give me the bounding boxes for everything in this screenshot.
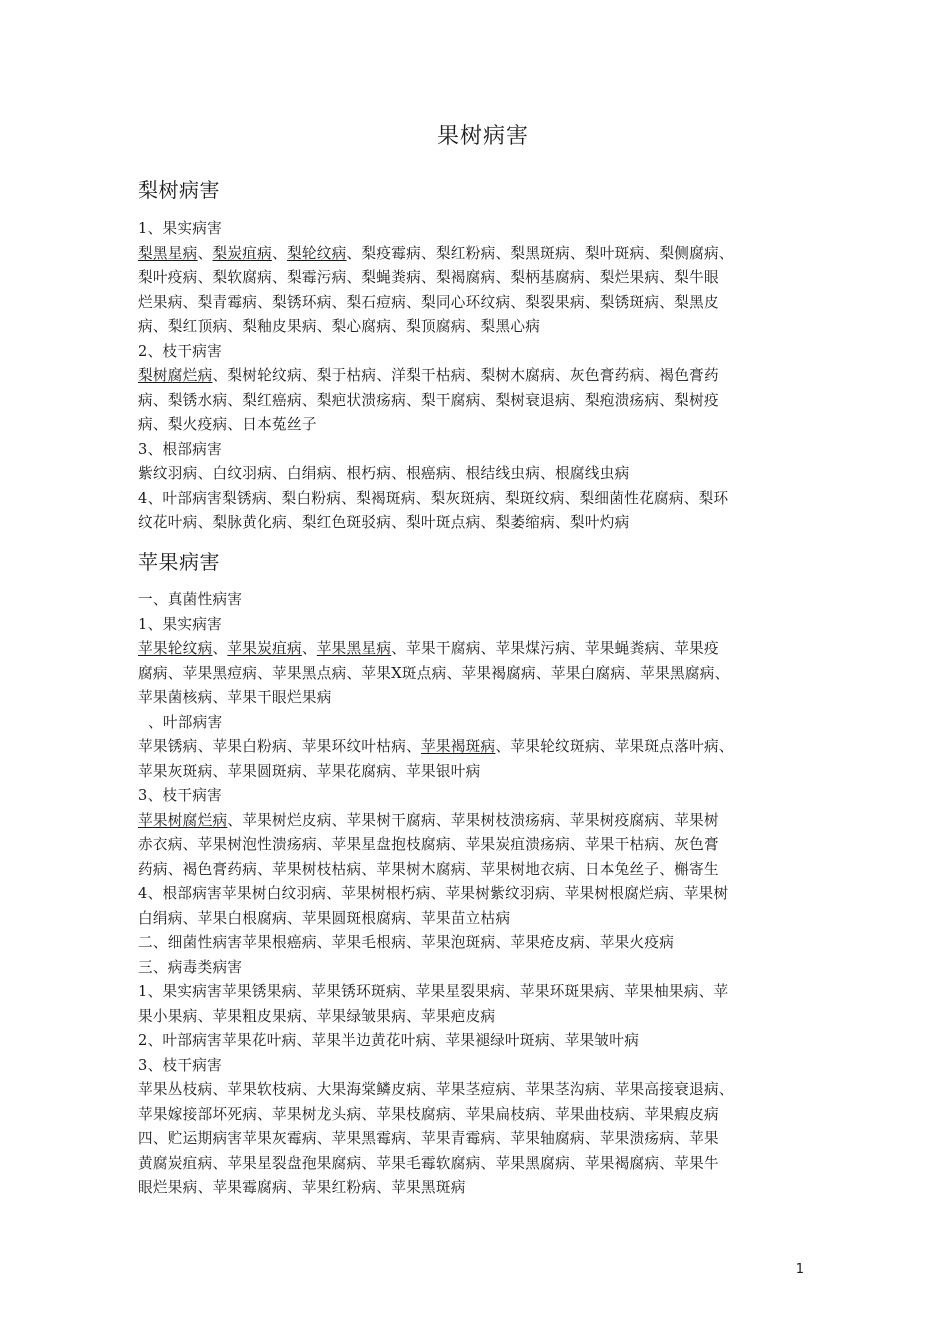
text-line: 苹果嫁接部坏死病、苹果树龙头病、苹果枝腐病、苹果扁枝病、苹果曲枝病、苹果瘕皮病 bbox=[138, 1105, 719, 1123]
page-number: 1 bbox=[795, 1262, 804, 1277]
text-line: 紫纹羽病、白纹羽病、白绢病、根朽病、根癌病、根结线虫病、根腐线虫病 bbox=[138, 465, 630, 482]
underlined-term: 梨树腐烂病 bbox=[138, 367, 213, 384]
underlined-term: 梨轮纹病 bbox=[286, 244, 347, 262]
underlined-term: 苹果黑星病 bbox=[316, 640, 392, 657]
underlined-term: 苹果褐斑病 bbox=[420, 738, 496, 755]
text-line: 一、真菌性病害 bbox=[138, 591, 243, 608]
text-line: 腐病、苹果黑痘病、苹果黑点病、苹果X斑点病、苹果褐腐病、苹果白腐病、苹果黑腐病、 bbox=[138, 664, 730, 682]
text-line: 苹果丛枝病、苹果软枝病、大果海棠鳞皮病、苹果茎痘病、苹果茎沟病、苹果高接衰退病、 bbox=[138, 1081, 734, 1098]
text-line: 三、病毒类病害 bbox=[138, 958, 243, 976]
text-line: 梨黑星病、梨炭疽病、梨轮纹病、梨疫霉病、梨红粉病、梨黑斑病、梨叶斑病、梨侧腐病、 bbox=[138, 244, 734, 262]
text-line: 1、果实病害 bbox=[138, 220, 223, 237]
text-line: 苹果菌核病、苹果干眼烂果病 bbox=[138, 689, 332, 706]
text-line: 梨树腐烂病、梨树轮纹病、梨于枯病、洋梨干枯病、梨树木腐病、灰色膏药病、褐色膏药 bbox=[138, 367, 719, 384]
text-line: 四、贮运期病害苹果灰霉病、苹果黑霉病、苹果青霉病、苹果轴腐病、苹果溃疡病、苹果 bbox=[138, 1130, 719, 1147]
underlined-term: 梨黑星病 bbox=[138, 244, 198, 262]
text-line: 2、叶部病害苹果花叶病、苹果半边黄花叶病、苹果褪绿叶斑病、苹果皱叶病 bbox=[138, 1032, 640, 1049]
text-line: 3、枝干病害 bbox=[138, 787, 223, 804]
text-line: 2、枝干病害 bbox=[138, 342, 223, 360]
text-line: 苹果轮纹病、苹果炭疽病、苹果黑星病、苹果干腐病、苹果煤污病、苹果蝇粪病、苹果疫 bbox=[138, 640, 719, 657]
underlined-term: 梨炭疽病 bbox=[212, 244, 273, 262]
text-line: 赤衣病、苹果树泡性溃疡病、苹果星盘抱枝腐病、苹果炭疽溃疡病、苹果干枯病、灰色膏 bbox=[138, 836, 719, 853]
text-line: 1、果实病害 bbox=[138, 615, 223, 633]
underlined-term: 苹果炭疽病 bbox=[227, 640, 302, 657]
text-line: 苹果灰斑病、苹果圆斑病、苹果花腐病、苹果银叶病 bbox=[138, 762, 481, 780]
text-line: 药病、褐色膏药病、苹果树枝枯病、苹果树木腐病、苹果树地衣病、日本兔丝子、槲寄生 bbox=[138, 860, 719, 878]
underlined-term: 苹果轮纹病 bbox=[138, 640, 213, 657]
page-title: 果树病害 bbox=[436, 124, 529, 149]
text-line: 眼烂果病、苹果霉腐病、苹果红粉病、苹果黑斑病 bbox=[138, 1179, 466, 1196]
text-line: 3、根部病害 bbox=[138, 440, 223, 458]
text-line: 纹花叶病、梨脉黄化病、梨红色斑驳病、梨叶斑点病、梨萎缩病、梨叶灼病 bbox=[138, 514, 630, 531]
text-line: 病、梨火疫病、日本菟丝子 bbox=[138, 416, 317, 433]
text-line: 4、叶部病害梨锈病、梨白粉病、梨褐斑病、梨灰斑病、梨斑纹病、梨细菌性花腐病、梨环 bbox=[138, 489, 729, 507]
text-line: 1、果实病害苹果锈果病、苹果锈环斑病、苹果星裂果病、苹果环斑果病、苹果柚果病、苹 bbox=[138, 983, 729, 1000]
text-line: 3、枝干病害 bbox=[138, 1056, 223, 1074]
text-line: 二、细菌性病害苹果根癌病、苹果毛根病、苹果泡斑病、苹果疮皮病、苹果火疫病 bbox=[138, 934, 675, 951]
text-line: 病、梨锈水病、梨红癌病、梨疤状溃疡病、梨干腐病、梨树衰退病、梨疱溃疡病、梨树疫 bbox=[138, 391, 719, 409]
section-heading-apple: 苹果病害 bbox=[138, 550, 220, 574]
text-line: 苹果树腐烂病、苹果树烂皮病、苹果树干腐病、苹果树枝溃疡病、苹果树疫腐病、苹果树 bbox=[138, 811, 719, 829]
text-line: 病、梨红顶病、梨釉皮果病、梨心腐病、梨顶腐病、梨黑心病 bbox=[138, 318, 541, 335]
text-line: 苹果锈病、苹果白粉病、苹果环纹叶枯病、苹果褐斑病、苹果轮纹斑病、苹果斑点落叶病、 bbox=[138, 738, 734, 755]
text-line: 黄腐炭疽病、苹果星裂盘孢果腐病、苹果毛霉软腐病、苹果黑腐病、苹果褐腐病、苹果牛 bbox=[138, 1154, 719, 1172]
text-line: 梨叶疫病、梨软腐病、梨霉污病、梨蝇粪病、梨褐腐病、梨柄基腐病、梨烂果病、梨牛眼 bbox=[138, 269, 719, 286]
text-line: 果小果病、苹果粗皮果病、苹果绿皱果病、苹果疤皮病 bbox=[138, 1007, 496, 1025]
underlined-term: 苹果树腐烂病 bbox=[138, 811, 228, 829]
text-line: 烂果病、梨青霉病、梨锈环病、梨石痘病、梨同心环纹病、梨裂果病、梨锈斑病、梨黑皮 bbox=[138, 293, 719, 311]
text-line: 4、根部病害苹果树白纹羽病、苹果树根朽病、苹果树紫纹羽病、苹果树根腐烂病、苹果树 bbox=[138, 885, 729, 902]
text-line: 、叶部病害 bbox=[148, 713, 223, 731]
section-heading-pear: 梨树病害 bbox=[138, 178, 220, 202]
text-line: 白绢病、苹果白根腐病、苹果圆斑根腐病、苹果苗立枯病 bbox=[138, 909, 511, 927]
